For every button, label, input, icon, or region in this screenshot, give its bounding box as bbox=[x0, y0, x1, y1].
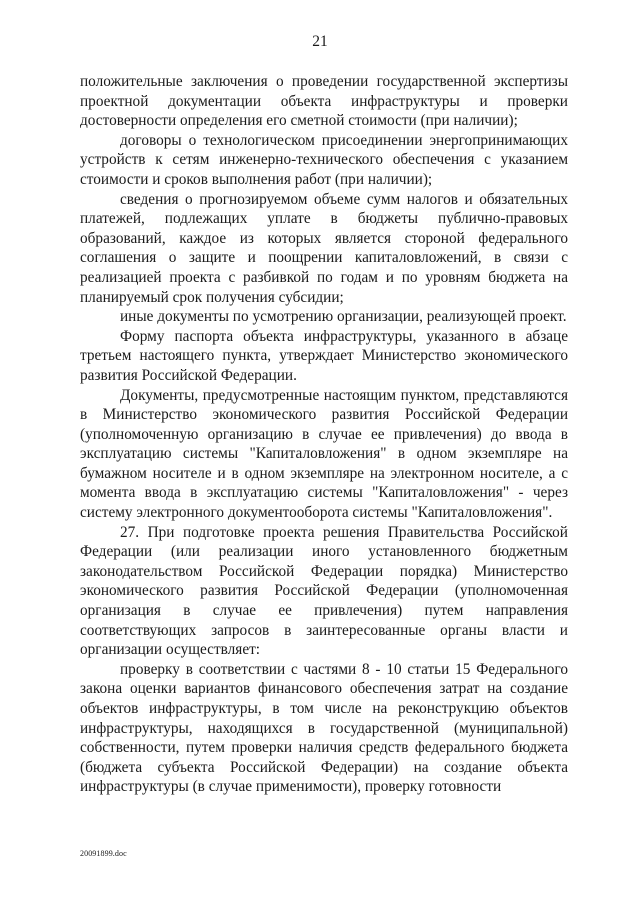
paragraph: положительные заключения о проведении государственной экспертизы проектной документации объекта инфраструктуры и проверки достоверности определения его сметной стоимости (при наличии); bbox=[80, 73, 568, 130]
footer-doc-id: 20091899.doc bbox=[80, 849, 127, 858]
paragraph: иные документы по усмотрению организации, реализующей проект. bbox=[120, 308, 567, 326]
paragraph: 27. При подготовке проекта решения Правительства Российской Федерации (или реализации иного установленного бюджетным законодательством Российской Федерации порядка) Министерство экономического развития Российской Федерации (уполномоченная организация в случае ее привлечения) путем направления соответствующих запросов в заинтересованные органы власти и организации осуществляет: bbox=[80, 523, 568, 659]
paragraph: договоры о технологическом присоединении энергопринимающих устройств к сетям инженерно-технического обеспечения с указанием стоимости и сроков выполнения работ (при наличии); bbox=[80, 131, 568, 188]
paragraph: сведения о прогнозируемом объеме сумм налогов и обязательных платежей, подлежащих уплате в бюджеты публично-правовых образований, каждое из которых является стороной федерального соглашения о защите и поощрении капиталовложений, в связи с реализацией проекта с разбивкой по годам и по уровням бюджета на планируемый срок получения субсидии; bbox=[80, 190, 568, 306]
document-body bbox=[80, 72, 568, 797]
paragraph: Форму паспорта объекта инфраструктуры, указанного в абзаце третьем настоящего пункта, утверждает Министерство экономического развития Российской Федерации. bbox=[80, 327, 568, 384]
paragraph: проверку в соответствии с частями 8 - 10 статьи 15 Федерального закона оценки вариантов финансового обеспечения затрат на создание объектов инфраструктуры, в том числе на реконструкцию объектов инфраструктуры, находящихся в государственной (муниципальной) собственности, путем проверки наличия средств федерального бюджета (бюджета субъекта Российской Федерации) на создание объекта инфраструктуры (в случае применимости), проверку готовности bbox=[80, 660, 568, 796]
paragraph: Документы, предусмотренные настоящим пунктом, представляются в Министерство экономического развития Российской Федерации (уполномоченную организацию в случае ее привлечения) до ввода в эксплуатацию системы "Капиталовложения" в одном экземпляре на бумажном носителе и в одном экземпляре на электронном носителе, а с момента ввода в эксплуатацию системы "Капиталовложения" - через систему электронного документооборота системы "Капиталовложения". bbox=[80, 386, 568, 522]
page-number: 21 bbox=[312, 33, 328, 50]
